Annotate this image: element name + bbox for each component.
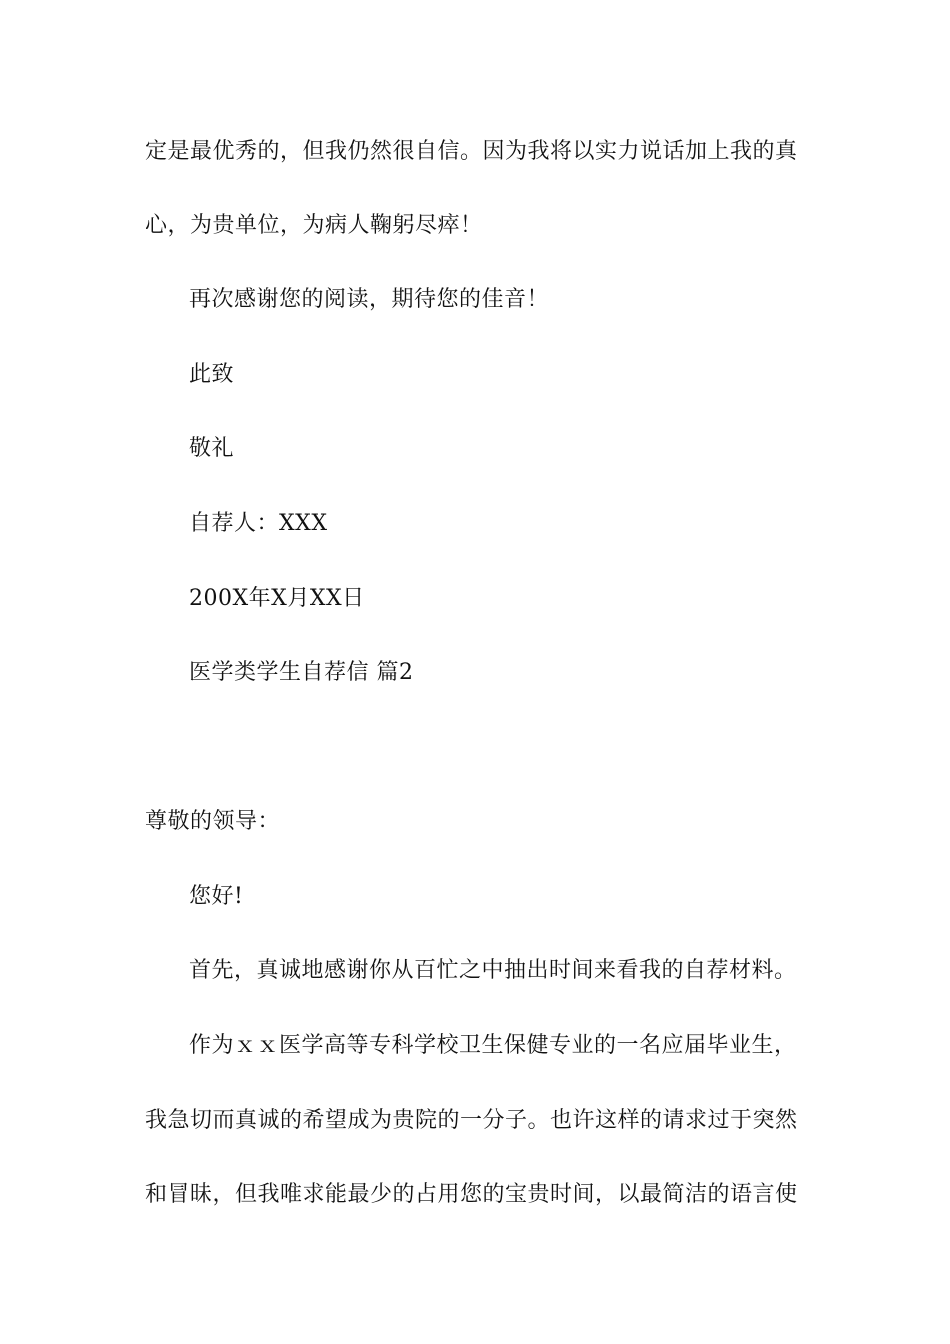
paragraph-line: 作为ｘｘ医学高等专科学校卫生保健专业的一名应届毕业生， <box>189 1033 797 1058</box>
paragraph-line: 我急切而真诚的希望成为贵院的一分子。也许这样的请求过于突然 <box>145 1108 798 1133</box>
paragraph-line: 定是最优秀的，但我仍然很自信。因为我将以实力说话加上我的真 <box>145 139 798 164</box>
paragraph-line: 和冒昧，但我唯求能最少的占用您的宝贵时间，以最简洁的语言使 <box>145 1182 798 1207</box>
paragraph-line: 首先，真诚地感谢你从百忙之中抽出时间来看我的自荐材料。 <box>189 958 797 983</box>
salutation-regards: 敬礼 <box>189 436 235 461</box>
hello-line: 您好! <box>189 884 244 909</box>
section-title: 医学类学生自荐信 篇2 <box>189 660 414 685</box>
signature-line: 自荐人：XXX <box>189 511 328 536</box>
date-line: 200X年X月XX日 <box>189 586 365 611</box>
paragraph-line: 心，为贵单位，为病人鞠躬尽瘁！ <box>145 213 483 238</box>
salutation-closing: 此致 <box>189 362 235 387</box>
greeting-line: 尊敬的领导： <box>145 809 281 834</box>
closing-thanks-line: 再次感谢您的阅读，期待您的佳音！ <box>189 287 550 312</box>
